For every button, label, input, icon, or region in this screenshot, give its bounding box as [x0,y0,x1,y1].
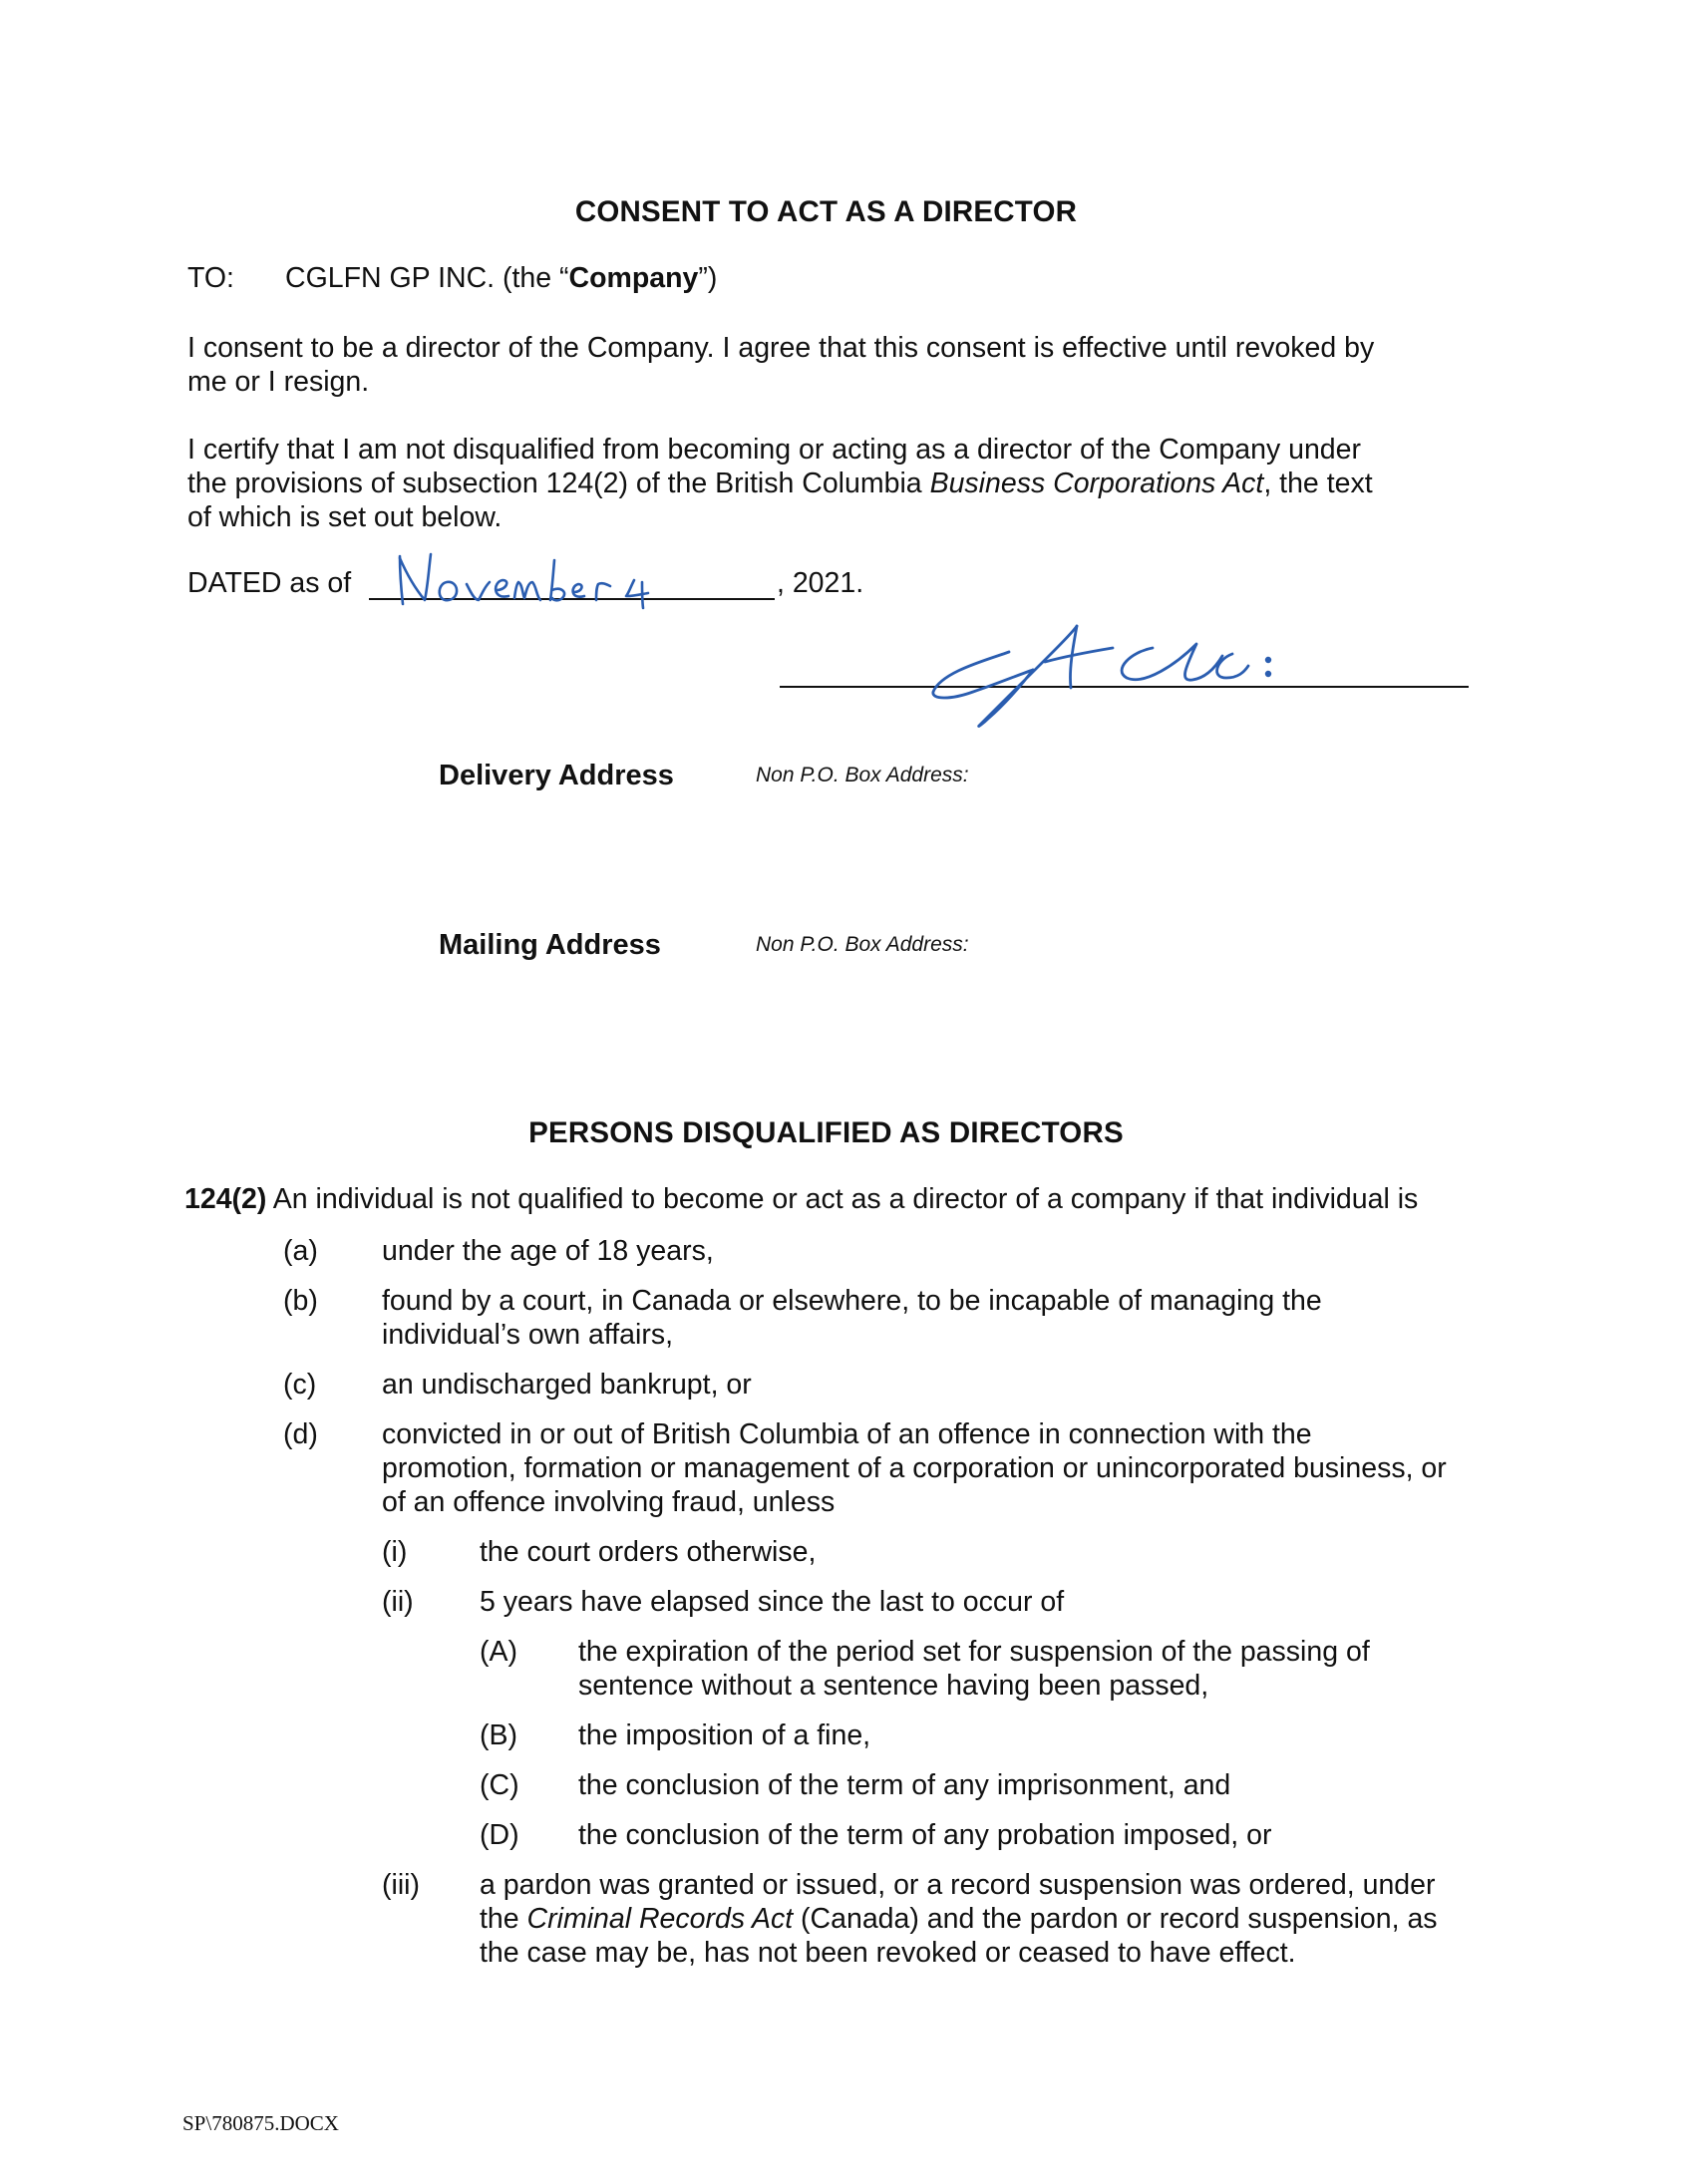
item-d-label: (d) [283,1418,318,1450]
subsubitem-d-label: (D) [480,1819,519,1851]
act-name: Business Corporations Act [929,468,1264,499]
section-number: 124(2) [184,1183,267,1215]
signature-image [917,608,1376,738]
subitem-iii-line-2-pre: the [480,1903,527,1935]
subsubitem-b-line-1: the imposition of a fine, [578,1719,871,1751]
subsubitem-c-label: (C) [480,1769,519,1801]
section-124-intro [184,1182,1418,1216]
item-d-line-1: convicted in or out of British Columbia of an offence in connection with the [382,1418,1312,1450]
subitem-ii-line-1: 5 years have elapsed since the last to occur of [480,1586,1065,1618]
consent-paragraph-line-2: me or I resign. [187,366,370,398]
handwritten-date [391,546,730,616]
document-title: CONSENT TO ACT AS A DIRECTOR [574,195,1078,228]
to-label: TO: [187,262,234,294]
subsubitem-a-line-2: sentence without a sentence having been passed, [578,1670,1209,1702]
section-title: PERSONS DISQUALIFIED AS DIRECTORS [528,1116,1124,1149]
subitem-iii-line-2 [480,1902,1438,1936]
dated-year: , 2021. [777,567,864,599]
subsubitem-d-line-1: the conclusion of the term of any probation imposed, or [578,1819,1272,1851]
certify-line-2-pre: the provisions of subsection 124(2) of the British Columbia [187,468,930,499]
item-c-label: (c) [283,1369,317,1401]
certify-paragraph-line-1: I certify that I am not disqualified from becoming or acting as a director of the Company under [187,434,1362,466]
item-b-line-1: found by a court, in Canada or elsewhere, to be incapable of managing the [382,1285,1322,1317]
to-company-text: CGLFN GP INC. (the “ [285,262,569,294]
dated-label: DATED as of [187,567,352,599]
subsubitem-a-line-1: the expiration of the period set for suspension of the passing of [578,1636,1370,1668]
certify-paragraph-line-2 [187,467,1373,500]
mailing-address-label: Mailing Address [439,929,661,961]
item-c-line-1: an undischarged bankrupt, or [382,1369,752,1401]
item-b-line-2: individual’s own affairs, [382,1319,674,1351]
subsubitem-b-label: (B) [480,1719,517,1751]
item-a-line-1: under the age of 18 years, [382,1235,714,1267]
subsubitem-c-line-1: the conclusion of the term of any imprisonment, and [578,1769,1231,1801]
subsubitem-a-label: (A) [480,1636,517,1668]
subitem-ii-label: (ii) [382,1586,414,1618]
item-d-line-3: of an offence involving fraud, unless [382,1486,836,1518]
to-company-end: ”) [698,262,718,294]
item-a-label: (a) [283,1235,318,1267]
subitem-iii-line-1: a pardon was granted or issued, or a record suspension was ordered, under [480,1869,1436,1901]
certify-paragraph-line-3: of which is set out below. [187,501,503,533]
certify-line-2-post: , the text [1263,468,1373,499]
to-company [285,261,717,295]
criminal-records-act: Criminal Records Act [526,1903,794,1935]
section-124-text: An individual is not qualified to become or act as a director of a company if that individual is [266,1183,1419,1215]
subitem-i-label: (i) [382,1536,408,1568]
subitem-iii-line-2-post: (Canada) and the pardon or record suspension, as [793,1903,1438,1935]
subitem-iii-line-3: the case may be, has not been revoked or ceased to have effect. [480,1937,1296,1969]
mailing-address-note: Non P.O. Box Address: [756,933,969,956]
delivery-address-label: Delivery Address [439,760,674,791]
consent-paragraph-line-1: I consent to be a director of the Company. I agree that this consent is effective until revoked by [187,332,1375,364]
subitem-i-line-1: the court orders otherwise, [480,1536,817,1568]
document-footer-reference: SP\780875.DOCX [182,2111,339,2135]
item-d-line-2: promotion, formation or management of a corporation or unincorporated business, or [382,1452,1447,1484]
item-b-label: (b) [283,1285,318,1317]
to-company-bold: Company [568,262,699,294]
subitem-iii-label: (iii) [382,1869,420,1901]
delivery-address-note: Non P.O. Box Address: [756,764,969,786]
